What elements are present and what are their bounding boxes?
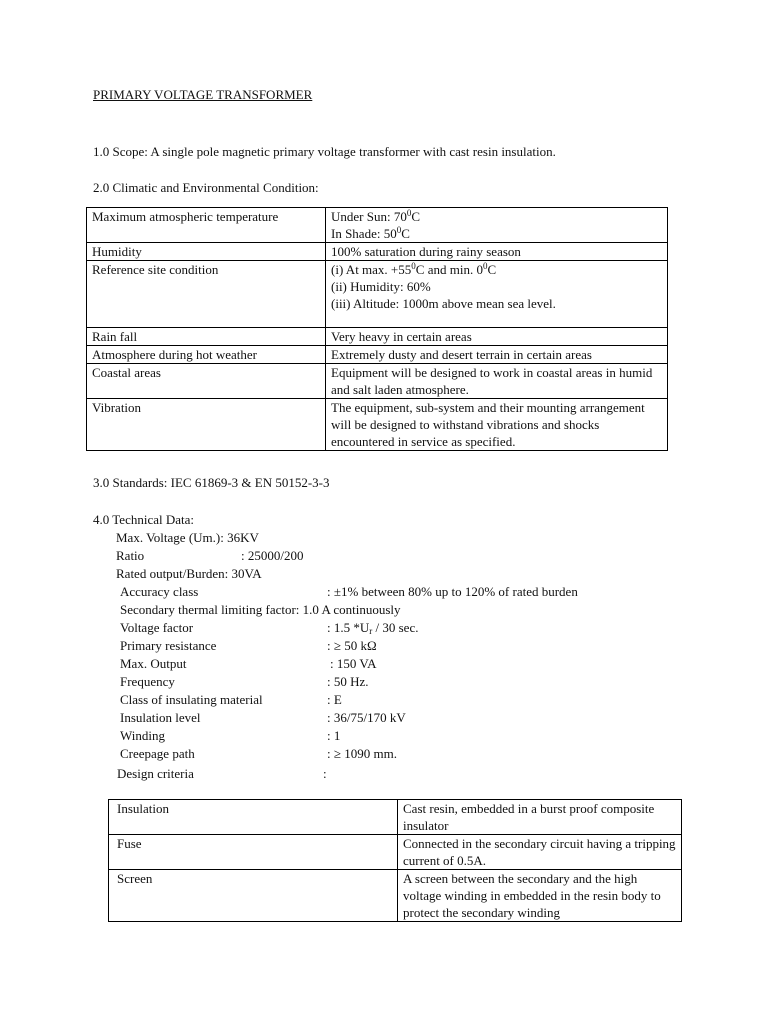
table-cell-param: Reference site condition [87, 261, 326, 328]
table-row [87, 261, 668, 328]
table-cell-value: Connected in the secondary circuit having a tripping current of 0.5A. [398, 835, 682, 870]
table-row [87, 328, 668, 346]
table-cell-value: A screen between the secondary and the high voltage winding in embedded in the resin body to protect the secondary winding [398, 870, 682, 922]
ratio-value: : 25000/200 [241, 548, 304, 563]
tech-label-insulating-class: Class of insulating material [120, 692, 263, 707]
technical-heading: 4.0 Technical Data: [93, 512, 195, 527]
degree-sup: 0 [411, 261, 416, 271]
ratio-label: Ratio [116, 548, 145, 563]
table-cell-value: The equipment, sub-system and their mounting arrangement will be designed to withstand vibrations and shocks encountered in service as specified. [326, 399, 668, 451]
standards-line: 3.0 Standards: IEC 61869-3 & EN 50152-3-3 [93, 475, 330, 490]
tech-value-primary-resistance: : ≥ 50 kΩ [327, 638, 377, 653]
table-cell-param: Vibration [87, 399, 326, 451]
degree-sup: 0 [482, 261, 488, 271]
document-title: PRIMARY VOLTAGE TRANSFORMER [93, 87, 313, 102]
tech-label-primary-resistance: Primary resistance [120, 638, 217, 653]
unit-text: C [411, 209, 421, 224]
tech-label-voltage-factor: Voltage factor [120, 620, 194, 635]
climatic-table [86, 207, 668, 451]
table-cell-param: Rain fall [87, 328, 326, 346]
temp-shade-text: In Shade: 50 [331, 226, 397, 241]
unit-text: C [487, 262, 497, 277]
table-cell-value [326, 261, 668, 328]
ref-altitude-text: (iii) Altitude: 1000m above mean sea level. [331, 296, 556, 311]
tech-label-thermal: Secondary thermal limiting factor: 1.0 A continuously [120, 602, 401, 617]
degree-sup: 0 [406, 208, 412, 218]
table-cell-value: Equipment will be designed to work in coastal areas in humid and salt laden atmosphere. [326, 364, 668, 399]
table-cell-value: Cast resin, embedded in a burst proof composite insulator [398, 800, 682, 835]
ref-mid-text: C and min. 0 [415, 262, 483, 277]
table-row [87, 399, 668, 451]
temp-sun-text: Under Sun: 70 [331, 209, 407, 224]
tech-value-insulating-class: : E [327, 692, 342, 707]
table-row [87, 243, 668, 261]
table-cell-param: Fuse [109, 835, 398, 870]
table-cell-param: Coastal areas [87, 364, 326, 399]
tech-value-insulation-level: : 36/75/170 kV [327, 710, 406, 725]
max-voltage-line: Max. Voltage (Um.): 36KV [116, 530, 259, 545]
tech-value-voltage-factor [327, 619, 418, 636]
voltage-factor-text: : 1.5 *U [327, 620, 370, 635]
tech-value-winding: : 1 [327, 728, 341, 743]
table-cell-param: Atmosphere during hot weather [87, 346, 326, 364]
tech-label-frequency: Frequency [120, 674, 175, 689]
tech-value-frequency: : 50 Hz. [327, 674, 369, 689]
table-cell-value: Extremely dusty and desert terrain in certain areas [326, 346, 668, 364]
table-cell-param: Maximum atmospheric temperature [87, 208, 326, 243]
degree-sup: 0 [396, 225, 402, 235]
design-table [108, 799, 682, 922]
tech-label-creepage: Creepage path [120, 746, 195, 761]
unit-text: C [401, 226, 410, 241]
table-row [109, 870, 682, 922]
table-row [109, 835, 682, 870]
table-row [87, 346, 668, 364]
table-cell-param: Humidity [87, 243, 326, 261]
climatic-heading: 2.0 Climatic and Environmental Condition: [93, 180, 319, 195]
table-row [87, 364, 668, 399]
tech-label-insulation-level: Insulation level [120, 710, 201, 725]
tech-label-accuracy: Accuracy class [120, 584, 199, 599]
tech-label-max-output: Max. Output [120, 656, 187, 671]
tech-value-creepage: : ≥ 1090 mm. [327, 746, 397, 761]
table-cell-param: Screen [109, 870, 398, 922]
table-cell-value [326, 208, 668, 243]
design-criteria-label: Design criteria [117, 766, 194, 781]
ref-humidity-text: (ii) Humidity: 60% [331, 279, 431, 294]
table-cell-value: 100% saturation during rainy season [326, 243, 668, 261]
rated-output-line: Rated output/Burden: 30VA [116, 566, 262, 581]
table-cell-value: Very heavy in certain areas [326, 328, 668, 346]
tech-label-winding: Winding [120, 728, 165, 743]
table-cell-param: Insulation [109, 800, 398, 835]
tech-value-max-output: : 150 VA [330, 656, 377, 671]
voltage-factor-sub: r [369, 626, 373, 636]
voltage-factor-tail: / 30 sec. [372, 620, 419, 635]
design-criteria-colon: : [323, 766, 327, 781]
table-row [87, 208, 668, 243]
tech-value-accuracy: : ±1% between 80% up to 120% of rated burden [327, 584, 578, 599]
ref-max-text: (i) At max. +55 [331, 262, 412, 277]
table-row [109, 800, 682, 835]
scope-paragraph: 1.0 Scope: A single pole magnetic primary voltage transformer with cast resin insulation. [93, 144, 556, 159]
